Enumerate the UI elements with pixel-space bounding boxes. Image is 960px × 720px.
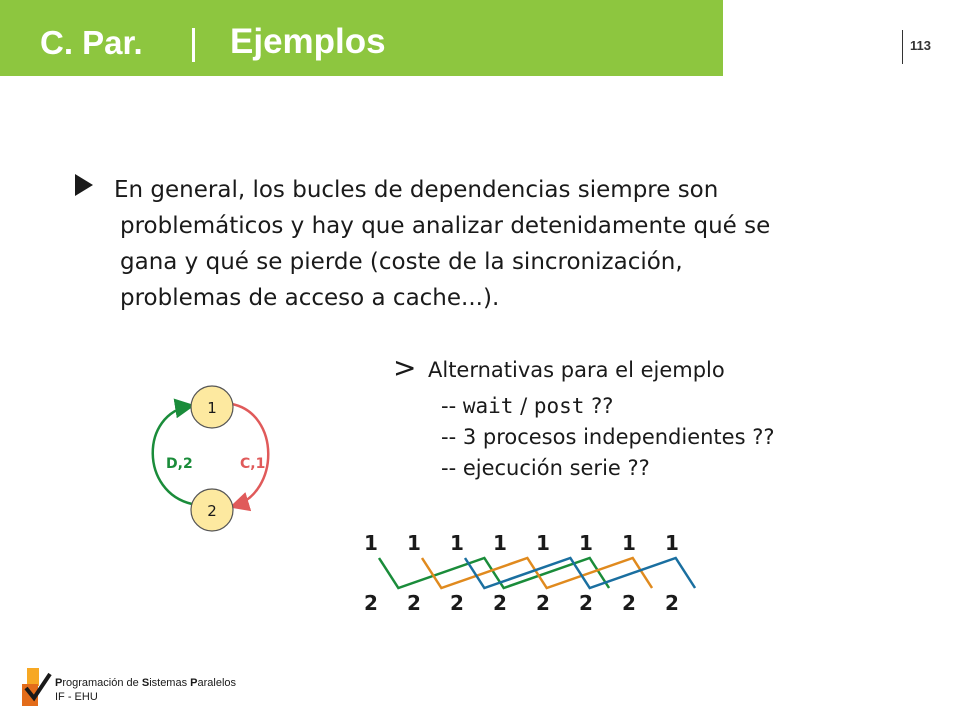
timeline-bottom-label: 2 bbox=[665, 591, 679, 615]
timeline-top-label: 1 bbox=[536, 531, 550, 555]
code-wait: wait bbox=[462, 394, 514, 418]
subsection-title: Alternativas para el ejemplo bbox=[428, 358, 725, 382]
timeline-top-label: 1 bbox=[622, 531, 636, 555]
timeline-bottom-label: 2 bbox=[407, 591, 421, 615]
alt-prefix: -- bbox=[441, 394, 463, 418]
timeline-bottom-label: 2 bbox=[536, 591, 550, 615]
footer-title: Programación de Sistemas Paralelos bbox=[55, 677, 237, 689]
alternative-wait-post bbox=[441, 391, 775, 422]
alternatives-list bbox=[441, 391, 775, 484]
alt-slash: / bbox=[513, 394, 534, 418]
checkmark-logo-icon bbox=[22, 668, 52, 708]
footer-org: IF - EHU bbox=[55, 691, 98, 703]
code-post: post bbox=[533, 394, 585, 418]
timeline-top-label: 1 bbox=[493, 531, 507, 555]
page-number: 113 bbox=[910, 38, 931, 53]
edge-left-label: D,2 bbox=[166, 456, 193, 472]
paragraph-line: problemas de acceso a cache...). bbox=[120, 285, 500, 311]
dependency-graph bbox=[140, 380, 300, 545]
alt-suffix: ?? bbox=[584, 394, 614, 418]
timeline-bottom-label: 2 bbox=[493, 591, 507, 615]
page-title: Ejemplos bbox=[230, 22, 386, 61]
edge-right-label: C,1 bbox=[240, 456, 266, 472]
triangle-bullet-icon bbox=[75, 174, 93, 196]
alternative-independent: -- 3 procesos independientes ?? bbox=[441, 425, 775, 449]
node-bottom-label: 2 bbox=[207, 502, 217, 520]
alternative-serial: -- ejecución serie ?? bbox=[441, 456, 650, 480]
timeline-bottom-label: 2 bbox=[579, 591, 593, 615]
node-top-label: 1 bbox=[207, 399, 217, 417]
timeline-top-label: 1 bbox=[450, 531, 464, 555]
timeline-bottom-label: 2 bbox=[450, 591, 464, 615]
timeline-top-label: 1 bbox=[364, 531, 378, 555]
timeline-bottom-label: 2 bbox=[622, 591, 636, 615]
page-number-divider bbox=[902, 30, 903, 64]
edge-right-arrow bbox=[232, 404, 268, 506]
paragraph-line: En general, los bucles de dependencias siempre son bbox=[114, 177, 719, 203]
execution-timeline bbox=[355, 528, 775, 618]
chevron-bullet-icon: > bbox=[393, 351, 417, 384]
timeline-top-label: 1 bbox=[579, 531, 593, 555]
paragraph-line: gana y qué se pierde (coste de la sincronización, bbox=[120, 249, 683, 275]
header-separator bbox=[192, 28, 195, 62]
timeline-top-label: 1 bbox=[665, 531, 679, 555]
timeline-bottom-label: 2 bbox=[364, 591, 378, 615]
main-paragraph bbox=[114, 172, 860, 316]
edge-left-arrow bbox=[153, 406, 192, 504]
course-title: C. Par. bbox=[40, 24, 143, 61]
paragraph-line: problemáticos y hay que analizar detenidamente qué se bbox=[120, 213, 771, 239]
process-wave-line bbox=[422, 558, 652, 588]
timeline-top-label: 1 bbox=[407, 531, 421, 555]
footer-course-name bbox=[55, 676, 236, 704]
